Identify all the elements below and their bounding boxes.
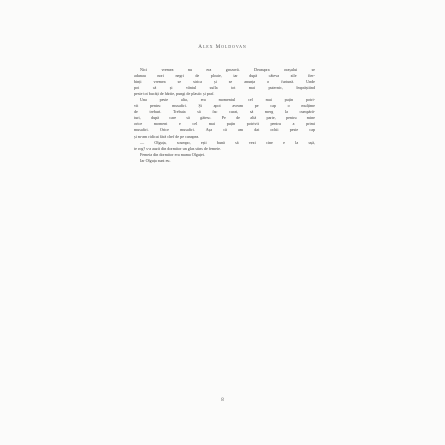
body-text [134, 67, 315, 164]
running-head-author: Alex Moldovan [198, 44, 247, 50]
paragraph-5 [134, 158, 315, 164]
text-line: te rog? s-a auzit din dormitor un glas stins de femeie. [134, 145, 221, 151]
text-line: vit pentru musafiri. Și apoi aveam pe cap o mulțime [134, 103, 315, 109]
text-line: orice moment e cel mai puțin potrivit pentru a primi [134, 121, 315, 127]
text-line: poi că și vântul sufla tot mai puternic, împrăștiind [134, 85, 315, 91]
text-line: adunau nori negri de ploaie, iar după câteva zile fier- [134, 73, 315, 79]
text-line: peste tot bucăți de hârtie, pungi de plastic și praf. [134, 91, 215, 97]
text-line: musafiri. Orice musafiri. Așa că am dat ochii peste cap [134, 127, 315, 133]
paragraph-3 [134, 140, 315, 152]
text-line: — Olguța, scumpo, ești bună să vezi cine e la ușă, [140, 139, 315, 145]
text-line: binți vremea se strica și se anunța o furtună. Unde [134, 79, 315, 85]
paragraph-2 [134, 97, 315, 139]
text-line: Nici vremea nu era grozavă. Deasupra orașului se [140, 67, 315, 72]
text-line: Iar Olguța sunt eu. [140, 157, 171, 163]
text-line: și m-am ridicat fără chef de pe canapea. [134, 133, 200, 139]
page-number: 8 [221, 398, 224, 403]
text-line: de treburi. Trebuia să fac curat, să merg la cumpără- [134, 109, 315, 115]
text-line: turi, după care să gătesc. Pe de altă parte, pentru mine [134, 115, 315, 121]
paragraph-1 [134, 67, 315, 97]
text-line: Femeia din dormitor era mama Olguței. [140, 151, 206, 157]
text-line: Una peste alta, era momentul cel mai puțin potri- [140, 97, 315, 103]
